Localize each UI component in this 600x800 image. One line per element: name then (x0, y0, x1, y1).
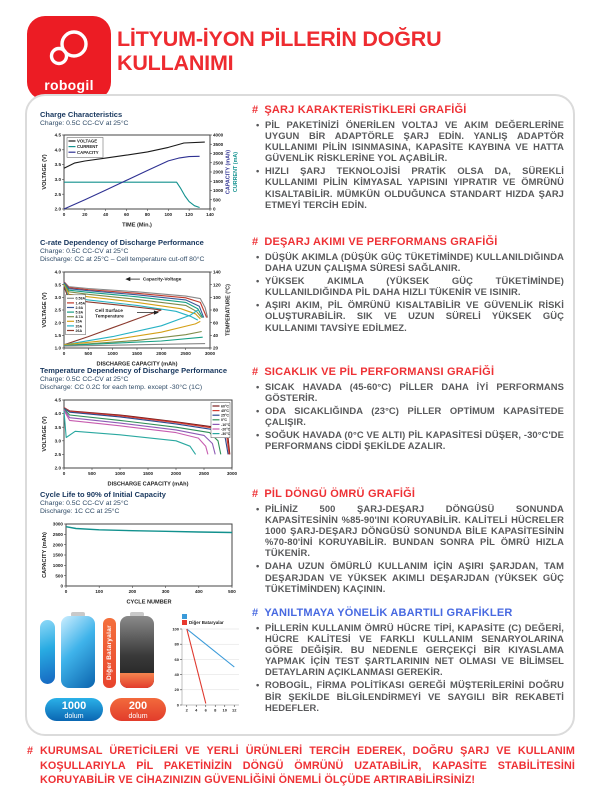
cycle-life-plot (40, 519, 240, 605)
robogil-logo (27, 16, 111, 100)
svg-text:0°C: 0°C (221, 418, 228, 423)
svg-text:DISCHARGE CAPACITY (mAh): DISCHARGE CAPACITY (mAh) (96, 361, 178, 367)
svg-text:80: 80 (144, 212, 150, 218)
svg-text:4.0: 4.0 (54, 269, 61, 275)
svg-text:4.0: 4.0 (54, 411, 61, 417)
svg-text:6: 6 (204, 707, 207, 713)
svg-text:140: 140 (213, 269, 221, 275)
page-title (117, 28, 557, 75)
bullet-item: • ROBOGİL, FİRMA POLİTİKASI GEREĞİ MÜŞTERİLERİNİ DOĞRU BİR ŞEKİLDE BİLGİLENDİRMEYİ VE SAYGILI BİR REKABETİ HEDEFLER. (265, 679, 564, 712)
svg-text:500: 500 (84, 351, 93, 357)
svg-text:60: 60 (213, 320, 219, 326)
svg-text:1000: 1000 (52, 562, 63, 568)
robogil-circles-icon (46, 26, 92, 70)
svg-text:0: 0 (213, 207, 216, 213)
chart-subtitle: Discharge: 1C CC at 25°C (40, 508, 120, 516)
logo-text: robogil (44, 77, 94, 93)
section-heading: DEŞARJ AKIMI VE PERFORMANS GRAFİĞİ (264, 236, 498, 248)
svg-text:400: 400 (194, 589, 203, 595)
battery-body (61, 616, 95, 688)
chart-cycle-life (40, 490, 242, 605)
svg-text:Capacity-Voltage: Capacity-Voltage (142, 277, 182, 283)
bullet-item: • SICAK HAVADA (45-60°C) PİLLER DAHA İYİ PERFORMANS GÖSTERİR. (265, 381, 564, 403)
svg-text:1500: 1500 (131, 351, 143, 357)
svg-text:VOLTAGE (V): VOLTAGE (V) (42, 154, 48, 191)
svg-text:4000: 4000 (213, 133, 224, 139)
other-batteries-vertical-label: Diğer Bataryalar (103, 618, 116, 688)
svg-text:60°C: 60°C (221, 404, 230, 409)
svg-text:2000: 2000 (156, 351, 167, 357)
section-heading: YANILTMAYA YÖNELİK ABARTILI GRAFİKLER (264, 607, 513, 619)
hash-marker: # (252, 236, 259, 248)
svg-text:0: 0 (62, 212, 66, 218)
svg-text:3000: 3000 (204, 351, 216, 357)
svg-text:VOLTAGE (V): VOLTAGE (V) (42, 416, 48, 452)
hash-marker: # (252, 488, 259, 500)
svg-text:140: 140 (206, 212, 214, 218)
chart-title: Charge Characteristics (40, 110, 123, 119)
svg-text:15A: 15A (75, 319, 83, 324)
svg-text:-10°C: -10°C (221, 422, 231, 427)
svg-text:0.58A: 0.58A (75, 296, 86, 301)
svg-text:VOLTAGE (V): VOLTAGE (V) (42, 292, 48, 328)
svg-text:-30°C: -30°C (221, 431, 231, 436)
svg-text:2.5: 2.5 (54, 451, 61, 457)
legend-swatch-red (182, 620, 187, 625)
temperature-discharge-plot (40, 395, 240, 487)
svg-text:0: 0 (64, 589, 68, 595)
svg-text:1.45A: 1.45A (75, 301, 86, 306)
section-dongu-omru (252, 488, 564, 596)
svg-text:100: 100 (95, 589, 104, 595)
svg-text:2.9A: 2.9A (75, 305, 84, 310)
svg-text:500: 500 (55, 573, 63, 579)
svg-text:0: 0 (62, 471, 66, 477)
svg-text:CURRENT (mA): CURRENT (mA) (233, 152, 239, 193)
svg-text:100: 100 (172, 626, 179, 632)
mini-comparison-plot (172, 626, 242, 714)
svg-text:2.5: 2.5 (54, 307, 61, 313)
bullet-item: • PİLİNİZ 500 ŞARJ-DEŞARJ DÖNGÜSÜ SONUNDA KAPASİTESİNİN %85-90'INI KORUYABİLİR. KALİTELİ HÜCRELER 1000 ŞARJ-DEŞARJ DÖNGÜSÜ SONUNDA BİLE KAPASİTESİNİN %70-80'İNİ KORUYABİLİR. BUNDAN SONRA PİL ÖMRÜ HIZLA TÜKENİR. (265, 503, 564, 558)
bullet-item: • SOĞUK HAVADA (0°C VE ALTI) PİL KAPASİTESİ DÜŞER, -30°C'DE PERFORMANS CİDDİ ŞEKİLDE AZALIR. (265, 429, 564, 451)
svg-text:26A: 26A (75, 328, 83, 333)
bullet-item: • PİLLERİN KULLANIM ÖMRÜ HÜCRE TİPİ, KAPASİTE (C) DEĞERİ, HÜCRE KALİTESİ VE FARKLI KULLANIM SENARYOLARINA GÖRE DEĞİŞİR. BU NEDENLE GERÇEKÇİ BİR KIYASLAMA YAPMAK İÇİN TEST ŞARTLARININ NET OLMASI VE BİLİMSEL DETAYLARIN AÇIKLANMASI GEREKİR. (265, 622, 564, 677)
svg-text:2000: 2000 (52, 542, 63, 548)
svg-text:1500: 1500 (52, 552, 63, 558)
chart-charge-characteristics (40, 110, 242, 228)
chart-crate-discharge (40, 238, 242, 367)
bad-battery-icon (120, 612, 154, 688)
svg-text:1.5: 1.5 (54, 332, 61, 338)
svg-text:20: 20 (82, 212, 88, 218)
bullet-item: • HIZLI ŞARJ TEKNOLOJİSİ PRATİK OLSA DA, SÜREKLİ KULLANIMI PİLİN KİMYASAL YAPISINI YIPRATIR VE ÖMRÜNÜ KISALTABİLİR. MÜMKÜN OLDUĞUNCA STANDART HIZDA ŞARJ ETMEYİ TERCİH EDİN. (265, 165, 564, 209)
svg-text:40: 40 (213, 332, 219, 338)
svg-text:3000: 3000 (226, 471, 238, 477)
svg-text:500: 500 (228, 589, 236, 595)
svg-text:2.0: 2.0 (54, 320, 61, 326)
svg-text:1000: 1000 (213, 188, 224, 194)
hash-marker: # (27, 745, 34, 757)
section-desarj-akimi (252, 236, 564, 335)
good-battery-icon (61, 612, 95, 688)
bullet-item: • AŞIRI AKIM, PİL ÖMRÜNÜ KISALTABİLİR VE GÜVENLİK RİSKİ OLUŞTURABİLİR. SIK VE UZUN SÜRELİ YÜKSEK GÜÇ KULLANIMI TAVSİYE EDİLMEZ. (265, 299, 564, 332)
hash-marker: # (252, 104, 259, 116)
footer-text: KURUMSAL ÜRETİCİLERİ VE YERLİ ÜRÜNLERİ TERCİH EDEREK, DOĞRU ŞARJ VE KULLANIM KOŞULLARIYLA PİL PAKETİNİZİN DÖNGÜ ÖMRÜNÜ UZATABİLİR, KAPASİTE STABİLİTESİNİ KORUYABİLİR VE CİHAZINIZIN GÜVENLİĞİNİ ÖNEMLİ ÖLÇÜDE ARTIRABİLİRSİNİZ! (40, 745, 575, 787)
svg-text:2: 2 (185, 707, 188, 713)
svg-text:1000: 1000 (107, 351, 118, 357)
chart-subtitle: Charge: 0.5C CC-CV at 25°C (40, 500, 129, 507)
svg-text:0: 0 (176, 702, 179, 708)
svg-text:3.5: 3.5 (54, 162, 61, 168)
page-title-line1: LİTYUM-İYON PİLLERİN DOĞRU (117, 27, 442, 51)
hash-marker: # (252, 366, 259, 378)
svg-text:2.0: 2.0 (54, 465, 61, 471)
svg-text:40: 40 (174, 672, 179, 677)
svg-text:500: 500 (213, 197, 221, 203)
svg-text:4.0: 4.0 (54, 147, 61, 153)
svg-text:300: 300 (161, 589, 170, 595)
svg-text:200: 200 (128, 589, 137, 595)
bullet-item: • DAHA UZUN ÖMÜRLÜ KULLANIM İÇİN AŞIRI ŞARJDAN, TAM DEŞARJDAN VE YÜKSEK AKIMLI DEŞARJDAN (YÜKSEK GÜÇ TÜKETİMİNDEN) KAÇININ. (265, 560, 564, 593)
svg-text:40: 40 (103, 212, 109, 218)
svg-text:60: 60 (174, 656, 179, 662)
battery-comparison-graphic (40, 612, 242, 730)
section-sarj-karakteristikleri (252, 104, 564, 212)
svg-text:3.0: 3.0 (54, 294, 61, 300)
chart-title: C-rate Dependency of Discharge Performance (40, 238, 204, 247)
svg-text:20: 20 (174, 687, 179, 693)
bullet-item: • ODA SICAKLIĞINDA (23°C) PİLLER OPTİMUM KAPASİTEDE ÇALIŞIR. (265, 405, 564, 427)
bullet-item: • DÜŞÜK AKIMLA (DÜŞÜK GÜÇ TÜKETİMİNDE) KULLANILDIĞINDA DAHA UZUN ÇALIŞMA SÜRESİ SAĞLANIR. (265, 251, 564, 273)
svg-text:20A: 20A (75, 324, 83, 329)
svg-text:3000: 3000 (213, 151, 224, 157)
chart-subtitle: Discharge: CC 0.2C for each temp. except -30°C (1C) (40, 384, 203, 392)
svg-text:1500: 1500 (213, 179, 224, 185)
svg-text:60: 60 (124, 212, 130, 218)
svg-text:CAPACITY (mAh): CAPACITY (mAh) (42, 532, 48, 578)
svg-text:CYCLE NUMBER: CYCLE NUMBER (126, 599, 172, 605)
svg-text:5.8A: 5.8A (75, 310, 84, 315)
svg-text:2500: 2500 (52, 531, 63, 537)
low-charge-segment (120, 673, 154, 688)
svg-text:100: 100 (213, 294, 221, 300)
svg-text:2000: 2000 (213, 170, 224, 176)
mini-comparison-chart (172, 614, 242, 714)
battery-body (120, 616, 154, 688)
chart-title: Cycle Life to 90% of Initial Capacity (40, 490, 166, 499)
svg-text:TEMPERATURE (°C): TEMPERATURE (°C) (225, 284, 232, 336)
page-title-line2: KULLANIMI (117, 50, 234, 75)
svg-text:120: 120 (185, 212, 193, 218)
svg-text:0: 0 (60, 583, 63, 589)
svg-text:1000: 1000 (114, 471, 126, 477)
svg-text:3.5: 3.5 (54, 282, 61, 288)
charge-characteristics-plot (40, 130, 240, 228)
svg-text:3500: 3500 (213, 142, 224, 148)
svg-text:4: 4 (195, 707, 198, 713)
svg-text:25°C: 25°C (221, 413, 230, 418)
svg-text:4.5: 4.5 (54, 397, 61, 403)
svg-text:8.7A: 8.7A (75, 315, 84, 320)
good-battery-cycles-badge: 1000 dolum (45, 698, 103, 721)
chart-subtitle: Discharge: CC at 25°C – Cell temperature cut-off 80°C (40, 256, 205, 264)
svg-text:80: 80 (213, 307, 219, 313)
chart-title: Temperature Dependency of Discharge Performance (40, 366, 228, 375)
svg-text:1.0: 1.0 (54, 345, 61, 351)
section-heading: ŞARJ KARAKTERİSTİKLERİ GRAFİĞİ (264, 104, 467, 116)
svg-text:DISCHARGE CAPACITY (mAh): DISCHARGE CAPACITY (mAh) (107, 481, 189, 487)
chart-subtitle: Charge: 0.5C CC-CV at 25°C (40, 248, 129, 255)
bullet-item: • YÜKSEK AKIMLA (YÜKSEK GÜÇ TÜKETİMİNDE) KULLANILDIĞINDA PİL DAHA HIZLI TÜKENİR VE ISINIR. (265, 275, 564, 297)
svg-text:1500: 1500 (142, 471, 154, 477)
mini-chart-legend: Diğer Bataryalar (182, 614, 242, 625)
svg-text:-20°C: -20°C (221, 427, 231, 432)
section-sicaklik-performans (252, 366, 564, 454)
section-yaniltici-grafikler (252, 607, 564, 715)
bad-battery-cycles-badge: 200 dolum (110, 698, 166, 721)
svg-text:100: 100 (164, 212, 173, 218)
svg-text:3.0: 3.0 (54, 438, 61, 444)
legend-swatch-blue (182, 614, 187, 619)
svg-text:3.0: 3.0 (54, 177, 61, 183)
svg-text:2.0: 2.0 (54, 207, 61, 213)
svg-text:120: 120 (213, 282, 221, 288)
chart-subtitle: Charge: 0.5C CC-CV at 25°C (40, 376, 129, 383)
svg-text:20: 20 (213, 345, 219, 351)
svg-text:Temperature: Temperature (95, 314, 124, 320)
svg-text:2.5: 2.5 (54, 192, 61, 198)
hash-marker: # (252, 607, 259, 619)
chart-subtitle: Charge: 0.5C CC-CV at 25°C (40, 120, 129, 127)
crate-discharge-plot (40, 267, 240, 367)
svg-text:0: 0 (62, 351, 66, 357)
svg-text:45°C: 45°C (221, 408, 230, 413)
svg-text:80: 80 (174, 641, 179, 647)
svg-text:2500: 2500 (213, 160, 224, 166)
svg-text:CAPACITY (mAh): CAPACITY (mAh) (225, 150, 232, 195)
svg-text:2500: 2500 (198, 471, 210, 477)
svg-text:8: 8 (214, 707, 217, 713)
svg-text:3.5: 3.5 (54, 424, 61, 430)
svg-text:2000: 2000 (170, 471, 182, 477)
blue-battery-accent-shape (40, 620, 55, 684)
svg-text:10: 10 (222, 707, 227, 713)
svg-text:VOLTAGE: VOLTAGE (77, 139, 98, 145)
svg-text:3000: 3000 (52, 521, 63, 527)
svg-text:CURRENT: CURRENT (77, 144, 99, 150)
svg-text:CAPACITY: CAPACITY (77, 150, 99, 156)
svg-text:Cell Surface: Cell Surface (95, 309, 123, 315)
footer-note (27, 744, 575, 788)
section-heading: PİL DÖNGÜ ÖMRÜ GRAFİĞİ (264, 488, 416, 500)
section-heading: SICAKLIK VE PİL PERFORMANSI GRAFİĞİ (264, 366, 495, 378)
svg-text:TIME (Min.): TIME (Min.) (122, 222, 152, 229)
bullet-item: • PİL PAKETİNİZİ ÖNERİLEN VOLTAJ VE AKIM DEĞERLERİNE UYGUN BİR ADAPTÖRLE ŞARJ EDİN. YANLIŞ ADAPTÖR KULLANIMI PİLİN ISINMASINA, KAPASİTE KAYBINA VE HATTA GÜVENLİK RİSKLERİNE YOL AÇABİLİR. (265, 119, 564, 163)
svg-text:4.5: 4.5 (54, 133, 61, 139)
svg-text:12: 12 (232, 707, 237, 713)
svg-text:2500: 2500 (180, 351, 191, 357)
chart-temperature-discharge (40, 366, 242, 487)
svg-text:500: 500 (88, 471, 96, 477)
